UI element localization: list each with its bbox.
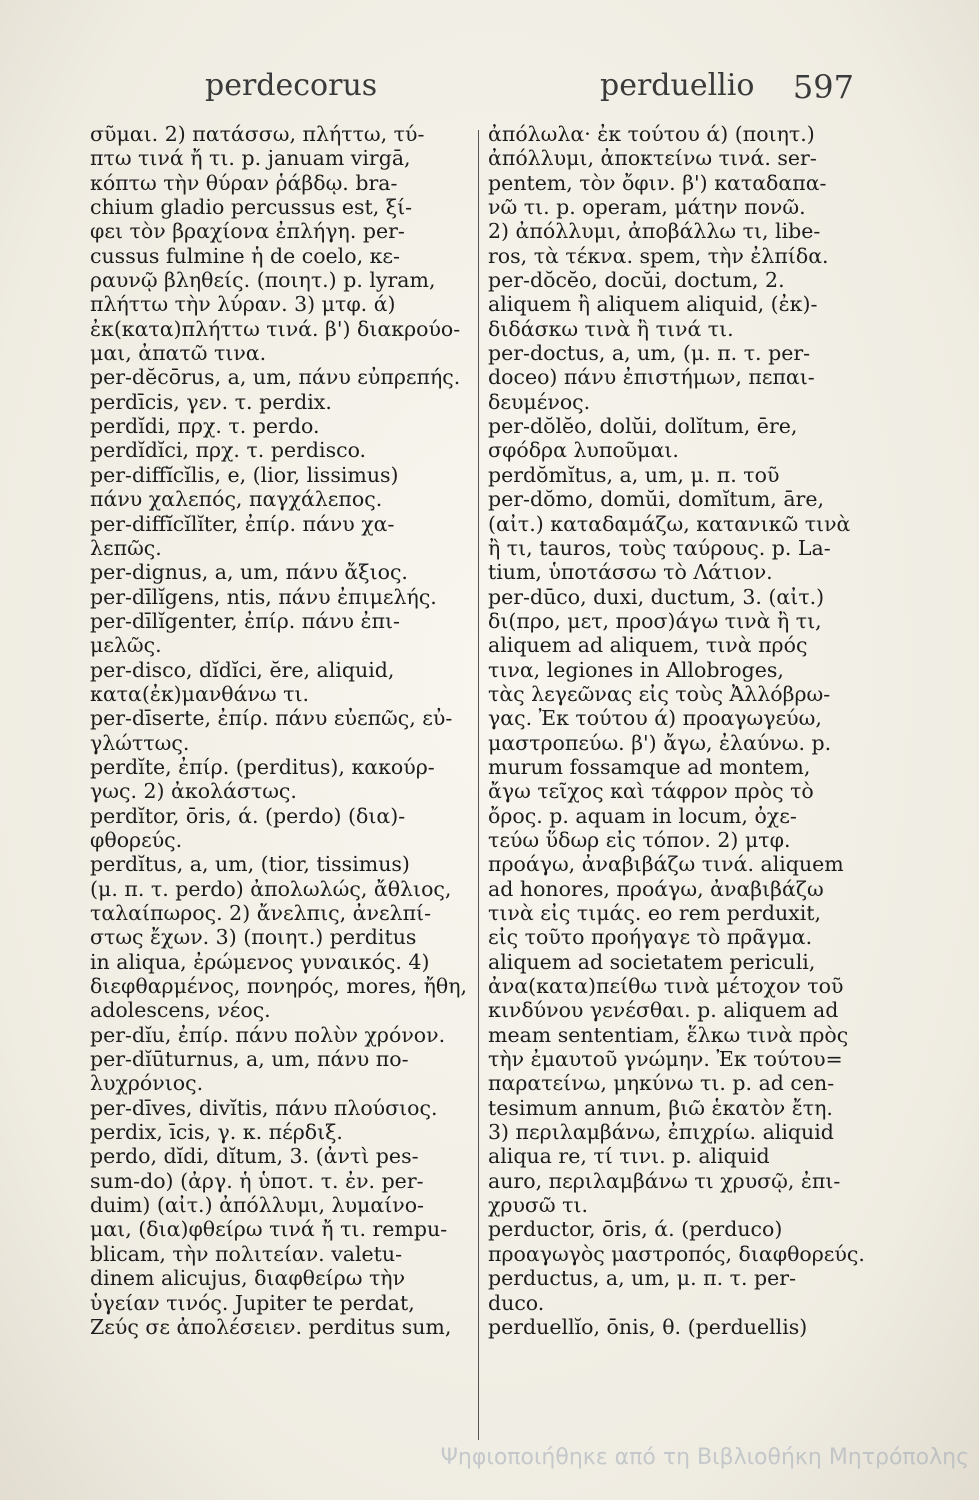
- dictionary-line: κόπτω τὴν θύραν ῥάβδῳ. bra-: [90, 170, 398, 195]
- dictionary-line: aliqua re, τί τινι. p. aliquid: [488, 1144, 770, 1169]
- dictionary-line: διεφθαρμένος, πονηρός, mores, ἤθη,: [90, 974, 468, 999]
- dictionary-line: ταλαίπωρος. 2) ἄνελπις, ἀνελπί-: [90, 901, 432, 925]
- dictionary-line: perdo, dĭdi, dĭtum, 3. (ἀντὶ pes-: [90, 1144, 419, 1169]
- dictionary-line: πτω τινά ἤ τι. p. januam virgā,: [90, 146, 411, 171]
- dictionary-line: per-dĭu, ἐπίρ. πάνυ πολὺν χρόνον.: [90, 1022, 446, 1047]
- dictionary-line: ἀνα(κατα)πείθω τινὰ μέτοχον τοῦ: [488, 974, 844, 999]
- dictionary-line: perductus, a, um, μ. π. τ. per-: [488, 1266, 797, 1291]
- dictionary-line: σφόδρα λυποῦμαι.: [488, 438, 679, 463]
- dictionary-line: per-dignus, a, um, πάνυ ἄξιος.: [90, 560, 408, 585]
- dictionary-line: per-doctus, a, um, (μ. π. τ. per-: [488, 341, 811, 366]
- dictionary-line: tesimum annum, βιῶ ἑκατὸν ἔτη.: [488, 1095, 833, 1120]
- dictionary-line: τινα, legiones in Allobroges,: [488, 657, 784, 682]
- dictionary-line: ἀπόλωλα· ἐκ τούτου ά) (ποιητ.): [488, 122, 815, 146]
- dictionary-line: adolescens, νέος.: [90, 998, 271, 1023]
- dictionary-line: perdĭdi, πρχ. τ. perdo.: [90, 414, 320, 439]
- dictionary-line: τινὰ εἰς τιμάς. eo rem perduxit,: [488, 901, 822, 925]
- dictionary-line: ἐκ(κατα)πλήττω τινά. β') διακρούο-: [90, 316, 461, 341]
- dictionary-line: per-dīlĭgenter, ἐπίρ. πάνυ ἐπι-: [90, 608, 400, 633]
- dictionary-line: διδάσκω τινὰ ἢ τινά τι.: [488, 316, 734, 341]
- dictionary-line: μαστροπεύω. β') ἄγω, ἐλαύνω. p.: [488, 730, 832, 755]
- dictionary-line: doceo) πάνυ ἐπιστήμων, πεπαι-: [488, 365, 815, 390]
- dictionary-line: perdĭtus, a, um, (tior, tissimus): [90, 852, 410, 877]
- dictionary-line: λυχρόνιος.: [90, 1071, 204, 1096]
- dictionary-line: κινδύνου γενέσθαι. p. aliquem ad: [488, 998, 839, 1023]
- dictionary-line: ἀπόλλυμι, ἀποκτείνω τινά. ser-: [488, 146, 817, 171]
- dictionary-line: λεπῶς.: [90, 535, 162, 560]
- dictionary-line: chium gladio percussus est, ξί-: [90, 195, 413, 220]
- dictionary-line: στως ἔχων. 3) (ποιητ.) perditus: [90, 925, 417, 950]
- dictionary-line: per-dŏcĕo, docŭi, doctum, 2.: [488, 268, 785, 293]
- library-watermark: Ψηφιοποιήθηκε από τη Βιβλιοθήκη Μητρόπολης: [440, 1445, 969, 1470]
- dictionary-line: νῶ τι. p. operam, μάτην πονῶ.: [488, 195, 806, 220]
- dictionary-line: τὴν ἐμαυτοῦ γνώμην. Ἐκ τούτου=: [488, 1047, 843, 1072]
- dictionary-line: εἰς τοῦτο προήγαγε τὸ πρᾶγμα.: [488, 925, 813, 950]
- dictionary-line: ὑγείαν τινός. Jupiter te perdat,: [90, 1290, 415, 1315]
- dictionary-line: per-dūco, duxi, ductum, 3. (αἰτ.): [488, 584, 825, 609]
- dictionary-line: (αἰτ.) καταδαμάζω, κατανικῶ τινὰ: [488, 511, 851, 536]
- dictionary-line: γας. Ἐκ τούτου ά) προαγωγεύω,: [488, 706, 822, 731]
- dictionary-line: τὰς λεγεῶνας εἰς τοὺς Ἀλλόβρω-: [488, 681, 831, 706]
- dictionary-line: duco.: [488, 1290, 545, 1315]
- dictionary-line: χρυσῶ τι.: [488, 1193, 589, 1218]
- left-column: [90, 122, 475, 1339]
- dictionary-line: per-dŏmo, domŭi, domĭtum, āre,: [488, 487, 824, 512]
- dictionary-line: δι(προ, μετ, προσ)άγω τινὰ ἢ τι,: [488, 608, 822, 633]
- dictionary-line: murum fossamque ad montem,: [488, 754, 811, 779]
- dictionary-line: per-dīserte, ἐπίρ. πάνυ εὐεπῶς, εὐ-: [90, 706, 453, 731]
- dictionary-line: (μ. π. τ. perdo) ἀπολωλώς, ἄθλιος,: [90, 876, 452, 901]
- dictionary-line: tium, ὑποτάσσω τὸ Λάτιον.: [488, 560, 773, 585]
- dictionary-line: ros, τὰ τέκνα. spem, τὴν ἐλπίδα.: [488, 243, 829, 268]
- dictionary-line: πλήττω τὴν λύραν. 3) μτφ. ά): [90, 292, 396, 317]
- column-divider: [478, 130, 479, 1440]
- dictionary-line: dinem alicujus, διαφθείρω τὴν: [90, 1266, 406, 1291]
- dictionary-line: παρατείνω, μηκύνω τι. p. ad cen-: [488, 1071, 835, 1096]
- dictionary-line: γλώττως.: [90, 730, 190, 755]
- dictionary-line: ὄρος. p. aquam in locum, ὀχε-: [488, 803, 797, 828]
- dictionary-line: προαγωγὸς μαστροπός, διαφθορεύς.: [488, 1241, 865, 1266]
- dictionary-line: ad honores, προάγω, ἀναβιβάζω: [488, 876, 824, 901]
- dictionary-line: duim) (αἰτ.) ἀπόλλυμι, λυμαίνο-: [90, 1193, 424, 1218]
- dictionary-line: per-dŏlĕo, dolŭi, dolĭtum, ēre,: [488, 414, 798, 439]
- dictionary-line: δευμένος.: [488, 389, 591, 414]
- dictionary-line: perdīcis, γεν. τ. perdix.: [90, 389, 332, 414]
- dictionary-line: cussus fulmine ἡ de coelo, κε-: [90, 243, 400, 268]
- dictionary-line: in aliqua, ἐρώμενος γυναικός. 4): [90, 949, 430, 974]
- dictionary-line: μαι, ἀπατῶ τινα.: [90, 341, 267, 366]
- right-guide-word: perduellio: [600, 68, 755, 103]
- dictionary-line: per-dĕcōrus, a, um, πάνυ εὐπρεπής.: [90, 365, 461, 390]
- dictionary-line: ραυνῷ βληθείς. (ποιητ.) p. lyram,: [90, 268, 436, 293]
- dictionary-line: perdŏmĭtus, a, um, μ. π. τοῦ: [488, 462, 780, 487]
- dictionary-line: perdĭte, ἐπίρ. (perditus), κακούρ-: [90, 754, 435, 779]
- dictionary-line: μαι, (δια)φθείρω τινά ἤ τι. rempu-: [90, 1217, 448, 1242]
- dictionary-line: per-dĭūturnus, a, um, πάνυ πο-: [90, 1047, 409, 1072]
- dictionary-line: ἢ τι, tauros, τοὺς ταύρους. p. La-: [488, 535, 831, 560]
- dictionary-line: per-dīves, divĭtis, πάνυ πλούσιος.: [90, 1095, 438, 1120]
- dictionary-line: πάνυ χαλεπός, παγχάλεπος.: [90, 487, 383, 512]
- right-column: [488, 122, 888, 1339]
- dictionary-line: φθορεύς.: [90, 827, 183, 852]
- dictionary-line: per-diffĭcĭlĭter, ἐπίρ. πάνυ χα-: [90, 511, 395, 536]
- dictionary-line: meam sententiam, ἕλκω τινὰ πρὸς: [488, 1022, 849, 1047]
- dictionary-line: perductor, ōris, ά. (perduco): [488, 1217, 783, 1242]
- dictionary-line: κατα(ἐκ)μανθάνω τι.: [90, 681, 310, 706]
- dictionary-line: aliquem ἢ aliquem aliquid, (ἐκ)-: [488, 292, 818, 317]
- page-header: [205, 68, 854, 118]
- dictionary-line: perdĭtor, ōris, ά. (perdo) (δια)-: [90, 803, 406, 828]
- dictionary-line: τεύω ὕδωρ εἰς τόπον. 2) μτφ.: [488, 827, 791, 852]
- dictionary-line: γως. 2) ἀκολάστως.: [90, 779, 297, 804]
- dictionary-line: per-dīlĭgens, ntis, πάνυ ἐπιμελής.: [90, 584, 437, 609]
- dictionary-line: aliquem ad societatem periculi,: [488, 949, 816, 974]
- dictionary-line: auro, περιλαμβάνω τι χρυσῷ, ἐπι-: [488, 1168, 841, 1193]
- dictionary-line: per-diffĭcĭlis, e, (lior, lissimus): [90, 462, 399, 487]
- dictionary-line: προάγω, ἀναβιβάζω τινά. aliquem: [488, 852, 844, 877]
- dictionary-line: per-disco, dĭdĭci, ĕre, aliquid,: [90, 657, 395, 682]
- dictionary-line: pentem, τὸν ὄφιν. β') καταδαπα-: [488, 170, 827, 195]
- dictionary-line: σῦμαι. 2) πατάσσω, πλήττω, τύ-: [90, 122, 425, 146]
- dictionary-line: Ζεύς σε ἀπολέσειεν. perditus sum,: [90, 1314, 452, 1339]
- dictionary-line: aliquem ad aliquem, τινὰ πρός: [488, 633, 808, 658]
- dictionary-line: sum-do) (ἀργ. ἡ ὑποτ. τ. ἐν. per-: [90, 1168, 424, 1193]
- left-guide-word: perdecorus: [205, 68, 378, 103]
- page-number: 597: [792, 68, 854, 106]
- dictionary-line: ἄγω τεῖχος καὶ τάφρον πρὸς τὸ: [488, 779, 814, 804]
- dictionary-line: perduellĭo, ōnis, θ. (perduellis): [488, 1314, 808, 1339]
- dictionary-line: blicam, τὴν πολιτείαν. valetu-: [90, 1241, 403, 1266]
- dictionary-line: φει τὸν βραχίονα ἐπλήγη. per-: [90, 219, 405, 244]
- dictionary-line: 2) ἀπόλλυμι, ἀποβάλλω τι, libe-: [488, 219, 821, 244]
- dictionary-line: 3) περιλαμβάνω, ἐπιχρίω. aliquid: [488, 1120, 834, 1145]
- dictionary-line: perdix, īcis, γ. κ. πέρδιξ.: [90, 1120, 343, 1145]
- dictionary-line: perdĭdĭci, πρχ. τ. perdisco.: [90, 438, 367, 463]
- dictionary-line: μελῶς.: [90, 633, 162, 658]
